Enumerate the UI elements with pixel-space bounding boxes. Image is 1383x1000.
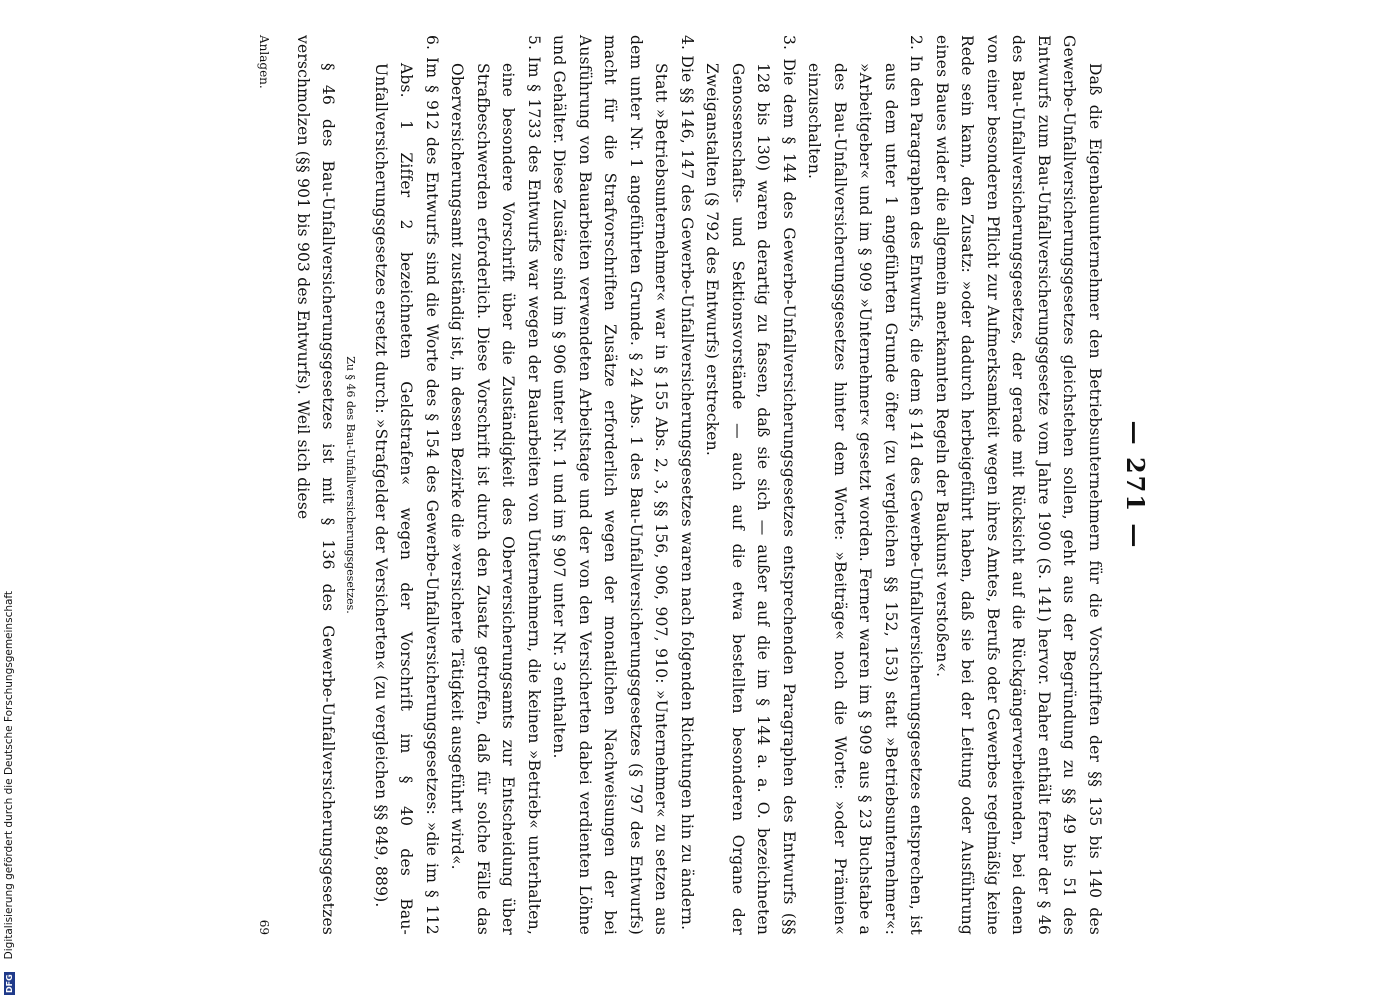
footer-annex-label: Anlagen.: [257, 35, 272, 89]
section-heading: Zu § 46 des Bau-Unfallversicherungsgesetzes.: [344, 356, 358, 614]
page-number: — 271 —: [1121, 420, 1150, 550]
digitization-credit: [0, 0, 18, 1000]
list-item-4: 4. Die §§ 146, 147 des Gewerbe-Unfallversicherungsgesetzes waren nach folgenden Richtungen hin zu ändern.: [678, 35, 696, 931]
dfg-logo-icon: DFG: [3, 971, 16, 996]
list-item-3: 3. Die dem § 144 des Gewerbe-Unfallversicherungsgesetzes entsprechenden Paragraphen des Entwurfs (§§ 128 bis 130) waren derartig zu fassen, daß sie sich — außer auf die im § 144 a. a. O. bezeichneten Genossenschafts- und Sektionsvorstände — auch auf die etwa bestellten besonderen Organe der Zweiganstalten (§ 792 des Entwurfs) erstrecken.: [703, 35, 798, 935]
footer-sheet-number: 69: [257, 919, 272, 935]
list-item-5: 5. Im § 1733 des Entwurfs war wegen der Bauarbeiten von Unternehmern, die keinen »Betrieb« unterhalten, eine besondere Vorschrift über die Zuständigkeit des Oberversicherungsamts zur Entscheidung über Strafbeschwerden erforderlich. Diese Vorschrift ist durch den Zusatz getroffen, daß für solche Fälle das Oberversicherungsamt zuständig ist, in dessen Bezirke die »versicherte Tätigkeit ausgeführt wird«.: [448, 35, 543, 935]
rotated-document-page: [110, 35, 1150, 935]
digitization-credit-text: Digitalisierung gefördert durch die Deutsche Forschungsgemeinschaft: [3, 590, 15, 960]
last-paragraph: § 46 des Bau-Unfallversicherungsgesetzes ist mit § 136 des Gewerbe-Unfallversicherungsgesetzes verschmolzen (§§ 901 bis 903 des Entwurfs). Weil sich diese: [294, 35, 338, 935]
page-footer: [258, 35, 272, 935]
paragraph-statt: Statt »Betriebsunternehmer« war in § 155 Abs. 2, 3, §§ 156, 906, 907, 910: »Unternehmer« zu setzen aus dem unter Nr. 1 angeführten Grunde. § 24 Abs. 1 des Bau-Unfallversicherungsgesetzes (§ 797 des Entwurfs) macht für die Strafvorschriften Zusätze erforderlich wegen der monatlichen Nachweisungen der bei Ausführung von Bauarbeiten verwendeten Arbeitstage und der von den Versicherten dabei verdienten Löhne und Gehälter. Diese Zusätze sind im § 906 unter Nr. 1 und im § 907 unter Nr. 3 enthalten.: [550, 35, 671, 935]
list-item-2: 2. In den Paragraphen des Entwurfs, die dem § 141 des Gewerbe-Unfallversicherungsgesetzes entsprechen, ist aus dem unter 1 angeführten Grunde öfter (zu vergleichen §§ 152, 153) statt »Betriebsunternehmer«: »Arbeitgeber« und im § 909 »Unternehmer« gesetzt worden. Ferner waren im § 909 aus § 23 Buchstabe a des Bau-Unfallversicherungsgesetzes hinter dem Worte: »Beiträge« noch die Worte: »oder Prämien« einzuschalten.: [805, 35, 926, 935]
paragraph-1: Daß die Eigenbauunternehmer den Betriebsunternehmern für die Vorschriften der §§ 135 bis 140 des Gewerbe-Unfallversicherungsgesetzes gleichstehen sollen, geht aus der Begründung zu §§ 49 bis 51 des Entwurfs zum Bau-Unfallversicherungsgesetze vom Jahre 1900 (S. 141) hervor. Daher enthält ferner der § 46 des Bau-Unfallversicherungsgesetzes, der gerade mit Rücksicht auf die Rückgängerverbeitenden, bei denen von einer besonderen Pflicht zur Aufmerksamkeit wegen ihres Amtes, Berufs oder Gewerbes regelmäßig keine Rede sein kann, den Zusatz: »oder dadurch herbeigeführt haben, daß sie bei der Leitung oder Ausführung eines Baues wider die allgemein anerkannten Regeln der Baukunst verstoßen«.: [933, 35, 1104, 935]
list-item-6: 6. Im § 912 des Entwurfs sind die Worte des § 154 des Gewerbe-Unfallversicherungsgesetzes: »die im § 112 Abs. 1 Ziffer 2 bezeichneten Geldstrafen« wegen der Vorschrift im § 40 des Bau-Unfallversicherungsgesetzes ersetzt durch: »Strafgelder der Versicherten« (zu vergleichen §§ 849, 889).: [372, 35, 441, 935]
